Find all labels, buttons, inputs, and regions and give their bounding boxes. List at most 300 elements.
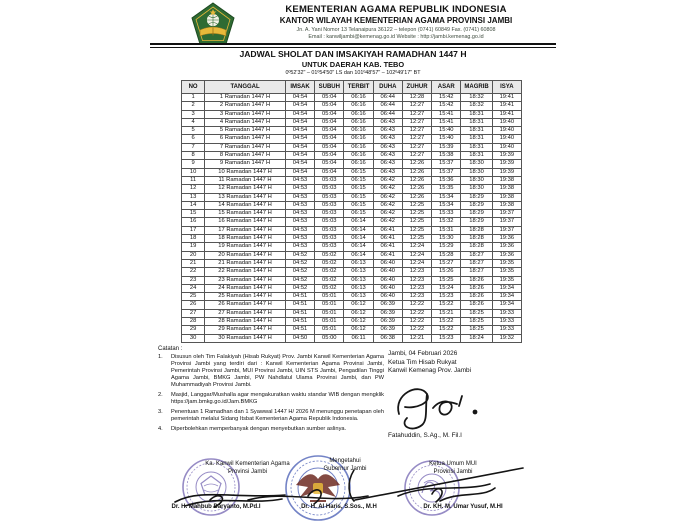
table-cell: 06:15 [344, 168, 373, 176]
table-cell: 19:37 [492, 210, 521, 218]
table-cell: 15:32 [432, 218, 461, 226]
table-cell: 05:02 [315, 268, 344, 276]
table-cell: 19:33 [492, 318, 521, 326]
office-address: Jn. A. Yani Nomor 13 Telanaipura 36122 – telepon (0741) 60849 Fax. (0741) 60808 [296, 27, 496, 33]
table-cell: 12:25 [402, 235, 431, 243]
table-cell: 04:54 [285, 152, 314, 160]
table-cell: 06:15 [344, 201, 373, 209]
table-cell: 04:54 [285, 102, 314, 110]
column-header: ASAR [432, 81, 461, 94]
table-cell: 19:38 [492, 185, 521, 193]
table-cell: 22 [182, 268, 205, 276]
table-cell: 04:53 [285, 185, 314, 193]
table-cell: 05:02 [315, 284, 344, 292]
table-cell: 04:51 [285, 309, 314, 317]
table-cell: 2 [182, 102, 205, 110]
table-cell: 12 [182, 185, 205, 193]
column-header: ISYA [492, 81, 521, 94]
table-cell: 04:53 [285, 201, 314, 209]
table-cell: 12:25 [402, 201, 431, 209]
table-cell: 06:14 [344, 251, 373, 259]
table-cell: 19:36 [492, 235, 521, 243]
table-cell: 26 Ramadan 1447 H [205, 301, 286, 309]
table-cell: 06:41 [373, 243, 402, 251]
table-cell: 2 Ramadan 1447 H [205, 102, 286, 110]
table-cell: 06:39 [373, 309, 402, 317]
kemenag-logo [190, 2, 236, 46]
table-row [182, 135, 522, 143]
table-cell: 06:43 [373, 135, 402, 143]
table-row [182, 118, 522, 126]
table-cell: 12:23 [402, 284, 431, 292]
table-cell: 12:27 [402, 102, 431, 110]
table-cell: 06:43 [373, 160, 402, 168]
table-cell: 12:25 [402, 218, 431, 226]
table-cell: 19 [182, 243, 205, 251]
table-cell: 18:32 [461, 94, 492, 102]
table-cell: 06:15 [344, 185, 373, 193]
table-cell: 9 [182, 160, 205, 168]
table-cell: 19:38 [492, 193, 521, 201]
table-cell: 06:12 [344, 326, 373, 334]
table-cell: 06:40 [373, 293, 402, 301]
prayer-schedule-table [181, 80, 522, 343]
table-cell: 12:22 [402, 318, 431, 326]
column-header: NO [182, 81, 205, 94]
table-row [182, 309, 522, 317]
table-cell: 15:39 [432, 143, 461, 151]
table-cell: 5 [182, 127, 205, 135]
table-cell: 12:25 [402, 210, 431, 218]
table-cell: 26 [182, 301, 205, 309]
note-text: Masjid, Langgar/Mushalla agar mengakuratkan waktu standar WIB dengan mengklik https://jam.bmkg.go.id/Jam.BMKG [171, 392, 384, 405]
table-cell: 06:13 [344, 259, 373, 267]
table-cell: 19:40 [492, 118, 521, 126]
table-cell: 06:42 [373, 193, 402, 201]
table-cell: 06:43 [373, 127, 402, 135]
table-cell: 18:31 [461, 118, 492, 126]
table-cell: 04:54 [285, 110, 314, 118]
table-row [182, 127, 522, 135]
table-cell: 06:42 [373, 201, 402, 209]
table-row [182, 334, 522, 342]
table-row [182, 102, 522, 110]
table-cell: 18:26 [461, 276, 492, 284]
table-cell: 12 Ramadan 1447 H [205, 185, 286, 193]
table-cell: 5 Ramadan 1447 H [205, 127, 286, 135]
table-cell: 06:13 [344, 268, 373, 276]
table-cell: 06:41 [373, 226, 402, 234]
column-header: SUBUH [315, 81, 344, 94]
table-cell: 15:25 [432, 276, 461, 284]
table-cell: 22 Ramadan 1447 H [205, 268, 286, 276]
note-text: Diperbolehkan memperbanyak dengan menyebutkan sumber aslinya. [171, 426, 347, 432]
table-cell: 24 [182, 284, 205, 292]
table-cell: 15:22 [432, 326, 461, 334]
table-cell: 05:04 [315, 102, 344, 110]
table-cell: 15:30 [432, 235, 461, 243]
table-cell: 05:01 [315, 301, 344, 309]
table-cell: 06:14 [344, 218, 373, 226]
signatory-name: Fatahuddin, S.Ag., M. Fil.I [388, 432, 462, 439]
signatures-layer [140, 455, 570, 525]
table-cell: 1 Ramadan 1447 H [205, 94, 286, 102]
role-line: Gubernur Jambi [323, 465, 367, 472]
table-cell: 05:03 [315, 218, 344, 226]
table-cell: 12:27 [402, 118, 431, 126]
table-cell: 06:43 [373, 143, 402, 151]
table-cell: 06:44 [373, 110, 402, 118]
table-cell: 18:30 [461, 168, 492, 176]
table-row [182, 168, 522, 176]
table-cell: 30 Ramadan 1447 H [205, 334, 286, 342]
table-cell: 15:34 [432, 201, 461, 209]
table-cell: 04:52 [285, 268, 314, 276]
coordinates-line: 0º52'32" – 01º54'50" LS dan 101º48'57" – 102º49'17" BT [285, 70, 421, 76]
table-cell: 19:39 [492, 152, 521, 160]
table-cell: 19:40 [492, 135, 521, 143]
table-cell: 18:29 [461, 201, 492, 209]
table-cell: 05:04 [315, 110, 344, 118]
table-cell: 18:31 [461, 135, 492, 143]
table-cell: 18:28 [461, 226, 492, 234]
note-item [158, 426, 384, 433]
table-cell: 06:13 [344, 293, 373, 301]
table-cell: 19 Ramadan 1447 H [205, 243, 286, 251]
table-cell: 13 [182, 193, 205, 201]
table-cell: 15 Ramadan 1447 H [205, 210, 286, 218]
table-cell: 3 [182, 110, 205, 118]
table-cell: 19:41 [492, 94, 521, 102]
table-row [182, 218, 522, 226]
table-row [182, 94, 522, 102]
table-cell: 06:44 [373, 102, 402, 110]
table-cell: 12:26 [402, 160, 431, 168]
table-cell: 06:16 [344, 152, 373, 160]
table-cell: 05:01 [315, 309, 344, 317]
table-cell: 15:23 [432, 334, 461, 342]
table-cell: 15:22 [432, 301, 461, 309]
role-line: Provinsi Jambi [433, 468, 473, 475]
note-item [158, 409, 384, 423]
table-row [182, 152, 522, 160]
table-row [182, 110, 522, 118]
table-cell: 04:50 [285, 334, 314, 342]
table-cell: 15:35 [432, 185, 461, 193]
table-cell: 06:11 [344, 334, 373, 342]
table-cell: 4 Ramadan 1447 H [205, 118, 286, 126]
table-cell: 16 Ramadan 1447 H [205, 218, 286, 226]
table-row [182, 259, 522, 267]
table-cell: 28 [182, 318, 205, 326]
column-header: ZUHUR [402, 81, 431, 94]
table-cell: 19:41 [492, 102, 521, 110]
table-cell: 06:12 [344, 309, 373, 317]
table-row [182, 185, 522, 193]
document-subtitle: UNTUK DAERAH KAB. TEBO [301, 60, 405, 69]
table-cell: 10 [182, 168, 205, 176]
table-cell: 18:30 [461, 176, 492, 184]
table-cell: 04:52 [285, 276, 314, 284]
table-cell: 04:54 [285, 127, 314, 135]
table-header-row [182, 81, 522, 94]
table-cell: 18:29 [461, 218, 492, 226]
table-cell: 06:16 [344, 118, 373, 126]
signature-dot [473, 410, 478, 415]
table-cell: 27 [182, 309, 205, 317]
table-cell: 12:27 [402, 110, 431, 118]
table-cell: 06:12 [344, 301, 373, 309]
table-row [182, 201, 522, 209]
table-cell: 18:31 [461, 127, 492, 135]
table-cell: 15:40 [432, 135, 461, 143]
office-contact: Email : kanwiljambi@kemenag.go.id Website : http://jambi.kemenag.go.id [308, 34, 484, 40]
table-row [182, 276, 522, 284]
note-text: Penentuan 1 Ramadhan dan 1 Syawwal 1447 H/ 2026 M menunggu penetapan oleh pemerintah melalui Sidang Itsbat Kementerian Agama Republik Indonesia. [171, 409, 384, 422]
table-cell: 8 [182, 152, 205, 160]
table-row [182, 268, 522, 276]
table-cell: 06:42 [373, 210, 402, 218]
table-cell: 06:42 [373, 176, 402, 184]
table-cell: 06:41 [373, 235, 402, 243]
table-cell: 04:53 [285, 235, 314, 243]
letterhead [150, 2, 556, 46]
note-number: 4. [158, 426, 163, 432]
note-text: Disusun oleh Tim Falakiyah (Hisab Rukyat) Prov. Jambi Kanwil Kementerian Agama Provinsi Jambi yang terdiri dari : Kanwil Kementerian Agama Provinsi Jambi, Pemerintah Provinsi Jambi, MUI Provinsi Jambi, UIN STS Jambi, Pengadilan Tinggi Agama Jambi, BMKG Jambi, PW Nahdlatul Ulama Provinsi Jambi, dan PW Muhammadiyah Provinsi Jambi. [171, 354, 384, 388]
table-cell: 06:40 [373, 268, 402, 276]
table-cell: 05:03 [315, 235, 344, 243]
table-cell: 13 Ramadan 1447 H [205, 193, 286, 201]
table-row [182, 326, 522, 334]
table-cell: 04:51 [285, 293, 314, 301]
table-cell: 15:37 [432, 160, 461, 168]
table-cell: 7 Ramadan 1447 H [205, 143, 286, 151]
table-cell: 04:52 [285, 284, 314, 292]
table-cell: 06:16 [344, 127, 373, 135]
table-cell: 06:16 [344, 160, 373, 168]
table-cell: 05:03 [315, 210, 344, 218]
table-cell: 24 Ramadan 1447 H [205, 284, 286, 292]
table-cell: 06:39 [373, 318, 402, 326]
table-cell: 19:35 [492, 268, 521, 276]
table-cell: 3 Ramadan 1447 H [205, 110, 286, 118]
table-row [182, 251, 522, 259]
table-cell: 06:42 [373, 218, 402, 226]
table-cell: 05:04 [315, 118, 344, 126]
table-cell: 15:28 [432, 251, 461, 259]
table-cell: 19:38 [492, 176, 521, 184]
table-cell: 06:12 [344, 318, 373, 326]
table-cell: 18:27 [461, 251, 492, 259]
table-cell: 18:27 [461, 268, 492, 276]
table-cell: 15:36 [432, 176, 461, 184]
table-cell: 06:16 [344, 143, 373, 151]
table-row [182, 176, 522, 184]
role-line: Ketua Umum MUI [429, 461, 477, 467]
table-cell: 12:26 [402, 168, 431, 176]
note-item [158, 392, 384, 406]
table-cell: 18:28 [461, 235, 492, 243]
table-cell: 12:27 [402, 143, 431, 151]
signatory-block [388, 350, 548, 376]
table-row [182, 235, 522, 243]
table-cell: 05:03 [315, 243, 344, 251]
table-cell: 18:26 [461, 301, 492, 309]
table-cell: 06:43 [373, 152, 402, 160]
table-cell: 19:39 [492, 160, 521, 168]
table-cell: 15:24 [432, 284, 461, 292]
left-signatory-name: Dr. H. Mahbub Daryanto, M.Pd.I [171, 504, 261, 510]
notes-section [158, 346, 384, 436]
office-name: KANTOR WILAYAH KEMENTERIAN AGAMA PROVINSI JAMBI [279, 16, 513, 25]
table-cell: 06:16 [344, 94, 373, 102]
table-cell: 18:32 [461, 102, 492, 110]
table-cell: 12:22 [402, 326, 431, 334]
table-row [182, 284, 522, 292]
role-line: Provinsi Jambi [227, 468, 267, 475]
role-line: Ka. Kanwil Kementerian Agama [205, 461, 290, 467]
table-cell: 06:13 [344, 276, 373, 284]
table-cell: 12:23 [402, 276, 431, 284]
table-cell: 18:24 [461, 334, 492, 342]
table-cell: 06:43 [373, 118, 402, 126]
signatory-org: Kanwil Kemenag Prov. Jambi [388, 367, 471, 374]
table-cell: 12:24 [402, 251, 431, 259]
table-cell: 18:28 [461, 243, 492, 251]
table-cell: 06:14 [344, 235, 373, 243]
table-cell: 19:36 [492, 251, 521, 259]
table-cell: 04:51 [285, 301, 314, 309]
table-cell: 15:42 [432, 94, 461, 102]
document-title: JADWAL SHOLAT DAN IMSAKIYAH RAMADHAN 1447 H [239, 49, 467, 59]
note-number: 1. [158, 354, 163, 360]
table-cell: 06:41 [373, 251, 402, 259]
table-cell: 12:22 [402, 301, 431, 309]
table-cell: 05:01 [315, 318, 344, 326]
table-cell: 04:51 [285, 318, 314, 326]
table-row [182, 193, 522, 201]
table-cell: 12:28 [402, 94, 431, 102]
table-cell: 04:53 [285, 210, 314, 218]
table-cell: 06:13 [344, 284, 373, 292]
table-cell: 18:27 [461, 259, 492, 267]
table-cell: 04:52 [285, 259, 314, 267]
table-cell: 12:27 [402, 127, 431, 135]
table-cell: 06:39 [373, 301, 402, 309]
table-cell: 12:22 [402, 309, 431, 317]
table-cell: 23 Ramadan 1447 H [205, 276, 286, 284]
note-number: 2. [158, 392, 163, 398]
table-cell: 06:39 [373, 326, 402, 334]
table-cell: 05:01 [315, 293, 344, 301]
place-date: Jambi, 04 Februari 2026 [388, 350, 458, 357]
note-number: 3. [158, 409, 163, 415]
table-cell: 18 Ramadan 1447 H [205, 235, 286, 243]
table-cell: 25 Ramadan 1447 H [205, 293, 286, 301]
table-cell: 04:53 [285, 218, 314, 226]
table-cell: 9 Ramadan 1447 H [205, 160, 286, 168]
signatory-role: Ketua Tim Hisab Rukyat [388, 358, 457, 366]
table-cell: 12:24 [402, 259, 431, 267]
table-cell: 04:54 [285, 160, 314, 168]
table-cell: 15 [182, 210, 205, 218]
table-cell: 04:54 [285, 135, 314, 143]
table-cell: 04:54 [285, 168, 314, 176]
column-header: DUHA [373, 81, 402, 94]
table-cell: 12:26 [402, 176, 431, 184]
table-cell: 05:00 [315, 334, 344, 342]
table-cell: 05:04 [315, 127, 344, 135]
table-cell: 25 [182, 293, 205, 301]
table-cell: 15:41 [432, 118, 461, 126]
table-cell: 15:27 [432, 259, 461, 267]
table-cell: 05:04 [315, 135, 344, 143]
fatahuddin-signature-icon [385, 378, 503, 432]
table-cell: 6 [182, 135, 205, 143]
table-cell: 05:04 [315, 143, 344, 151]
table-cell: 18:26 [461, 293, 492, 301]
table-cell: 05:03 [315, 226, 344, 234]
right-signatory-name: Dr. KH. M. Umar Yusuf, M.HI [423, 504, 503, 510]
table-cell: 29 Ramadan 1447 H [205, 326, 286, 334]
table-cell: 15:29 [432, 243, 461, 251]
table-cell: 19:35 [492, 276, 521, 284]
table-cell: 15:31 [432, 226, 461, 234]
table-cell: 19:34 [492, 301, 521, 309]
table-cell: 12:25 [402, 226, 431, 234]
table-cell: 18:25 [461, 318, 492, 326]
table-cell: 11 Ramadan 1447 H [205, 176, 286, 184]
column-header: IMSAK [285, 81, 314, 94]
table-cell: 18:25 [461, 309, 492, 317]
table-cell: 19:35 [492, 259, 521, 267]
table-row [182, 301, 522, 309]
table-cell: 15:23 [432, 293, 461, 301]
table-cell: 19:33 [492, 309, 521, 317]
table-cell: 20 Ramadan 1447 H [205, 251, 286, 259]
table-cell: 19:34 [492, 293, 521, 301]
table-cell: 8 Ramadan 1447 H [205, 152, 286, 160]
table-cell: 15:37 [432, 168, 461, 176]
table-row [182, 243, 522, 251]
table-cell: 05:01 [315, 326, 344, 334]
table-cell: 06:40 [373, 276, 402, 284]
table-cell: 19:33 [492, 326, 521, 334]
table-cell: 21 Ramadan 1447 H [205, 259, 286, 267]
table-cell: 21 [182, 259, 205, 267]
table-cell: 05:02 [315, 251, 344, 259]
table-row [182, 318, 522, 326]
table-cell: 06:15 [344, 176, 373, 184]
table-cell: 18:29 [461, 210, 492, 218]
table-cell: 05:04 [315, 152, 344, 160]
table-cell: 05:03 [315, 185, 344, 193]
table-cell: 12:26 [402, 185, 431, 193]
table-cell: 11 [182, 176, 205, 184]
table-cell: 23 [182, 276, 205, 284]
table-cell: 05:04 [315, 160, 344, 168]
table-cell: 15:33 [432, 210, 461, 218]
table-cell: 12:27 [402, 152, 431, 160]
table-cell: 19:40 [492, 143, 521, 151]
column-header: TERBIT [344, 81, 373, 94]
table-cell: 15:34 [432, 193, 461, 201]
table-cell: 19:37 [492, 226, 521, 234]
right-signature-icon [398, 484, 495, 502]
column-header: TANGGAL [205, 81, 286, 94]
table-cell: 05:04 [315, 94, 344, 102]
table-cell: 06:40 [373, 259, 402, 267]
